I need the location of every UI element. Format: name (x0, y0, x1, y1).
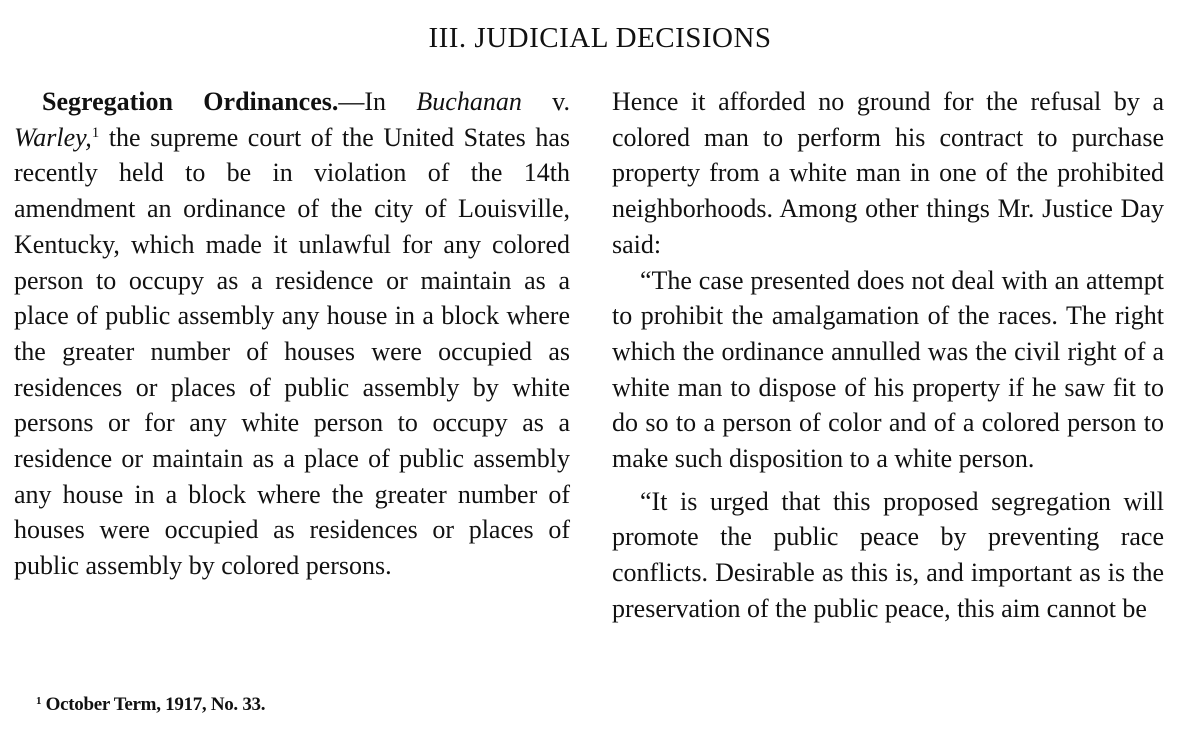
quotation-paragraph-amalgamation: “The case presented does not deal with an attempt to prohibit the amalgamation of the races. The right which the ordinance annulled was the civil right of a white man to dispose of his property if he saw fit to do so to a person of color and of a colored person to make such disposition to a white person. (612, 265, 1164, 474)
footnote-text: October Term, 1917, No. 33. (45, 694, 266, 715)
case-versus: v. (521, 87, 570, 116)
left-column (14, 84, 570, 584)
case-name-warley: Warley, (14, 122, 92, 152)
continuation-paragraph: Hence it afforded no ground for the refusal by a colored man to perform his contract to purchase property from a white man in one of the prohibited neighborhoods. Among other things Mr. Justice Day said: (612, 87, 1164, 259)
paragraph-body: the supreme court of the United States has recently held to be in violation of the 14th amendment an ordinance of the city of Louisville, Kentucky, which made it unlawful for any colored person to occupy as a residence or maintain as a place of public assembly any house in a block where the greater number of houses were occupied as residences or places of public assembly by white persons or for any white person to occupy as a residence or maintain as a place of public assembly any house in a block where the greater number of houses were occupied as residences or places of public assembly by colored persons. (14, 122, 570, 581)
right-column (612, 84, 1164, 627)
segregation-ordinances-paragraph (14, 84, 570, 584)
section-heading: III. JUDICIAL DECISIONS (428, 22, 772, 54)
quotation-paragraph-public-peace: “It is urged that this proposed segregation will promote the public peace by preventing race conflicts. Desirable as this is, and important as is the preservation of the public peace, this aim cannot be (612, 486, 1164, 623)
lead-dash: —In (338, 87, 417, 116)
footnote-reference[interactable]: 1 (91, 124, 100, 141)
footnote-marker: 1 (36, 695, 42, 707)
footnote (36, 694, 265, 716)
paragraph-lead-heading: Segregation Ordinances. (42, 87, 339, 116)
case-name-buchanan: Buchanan (416, 87, 522, 116)
